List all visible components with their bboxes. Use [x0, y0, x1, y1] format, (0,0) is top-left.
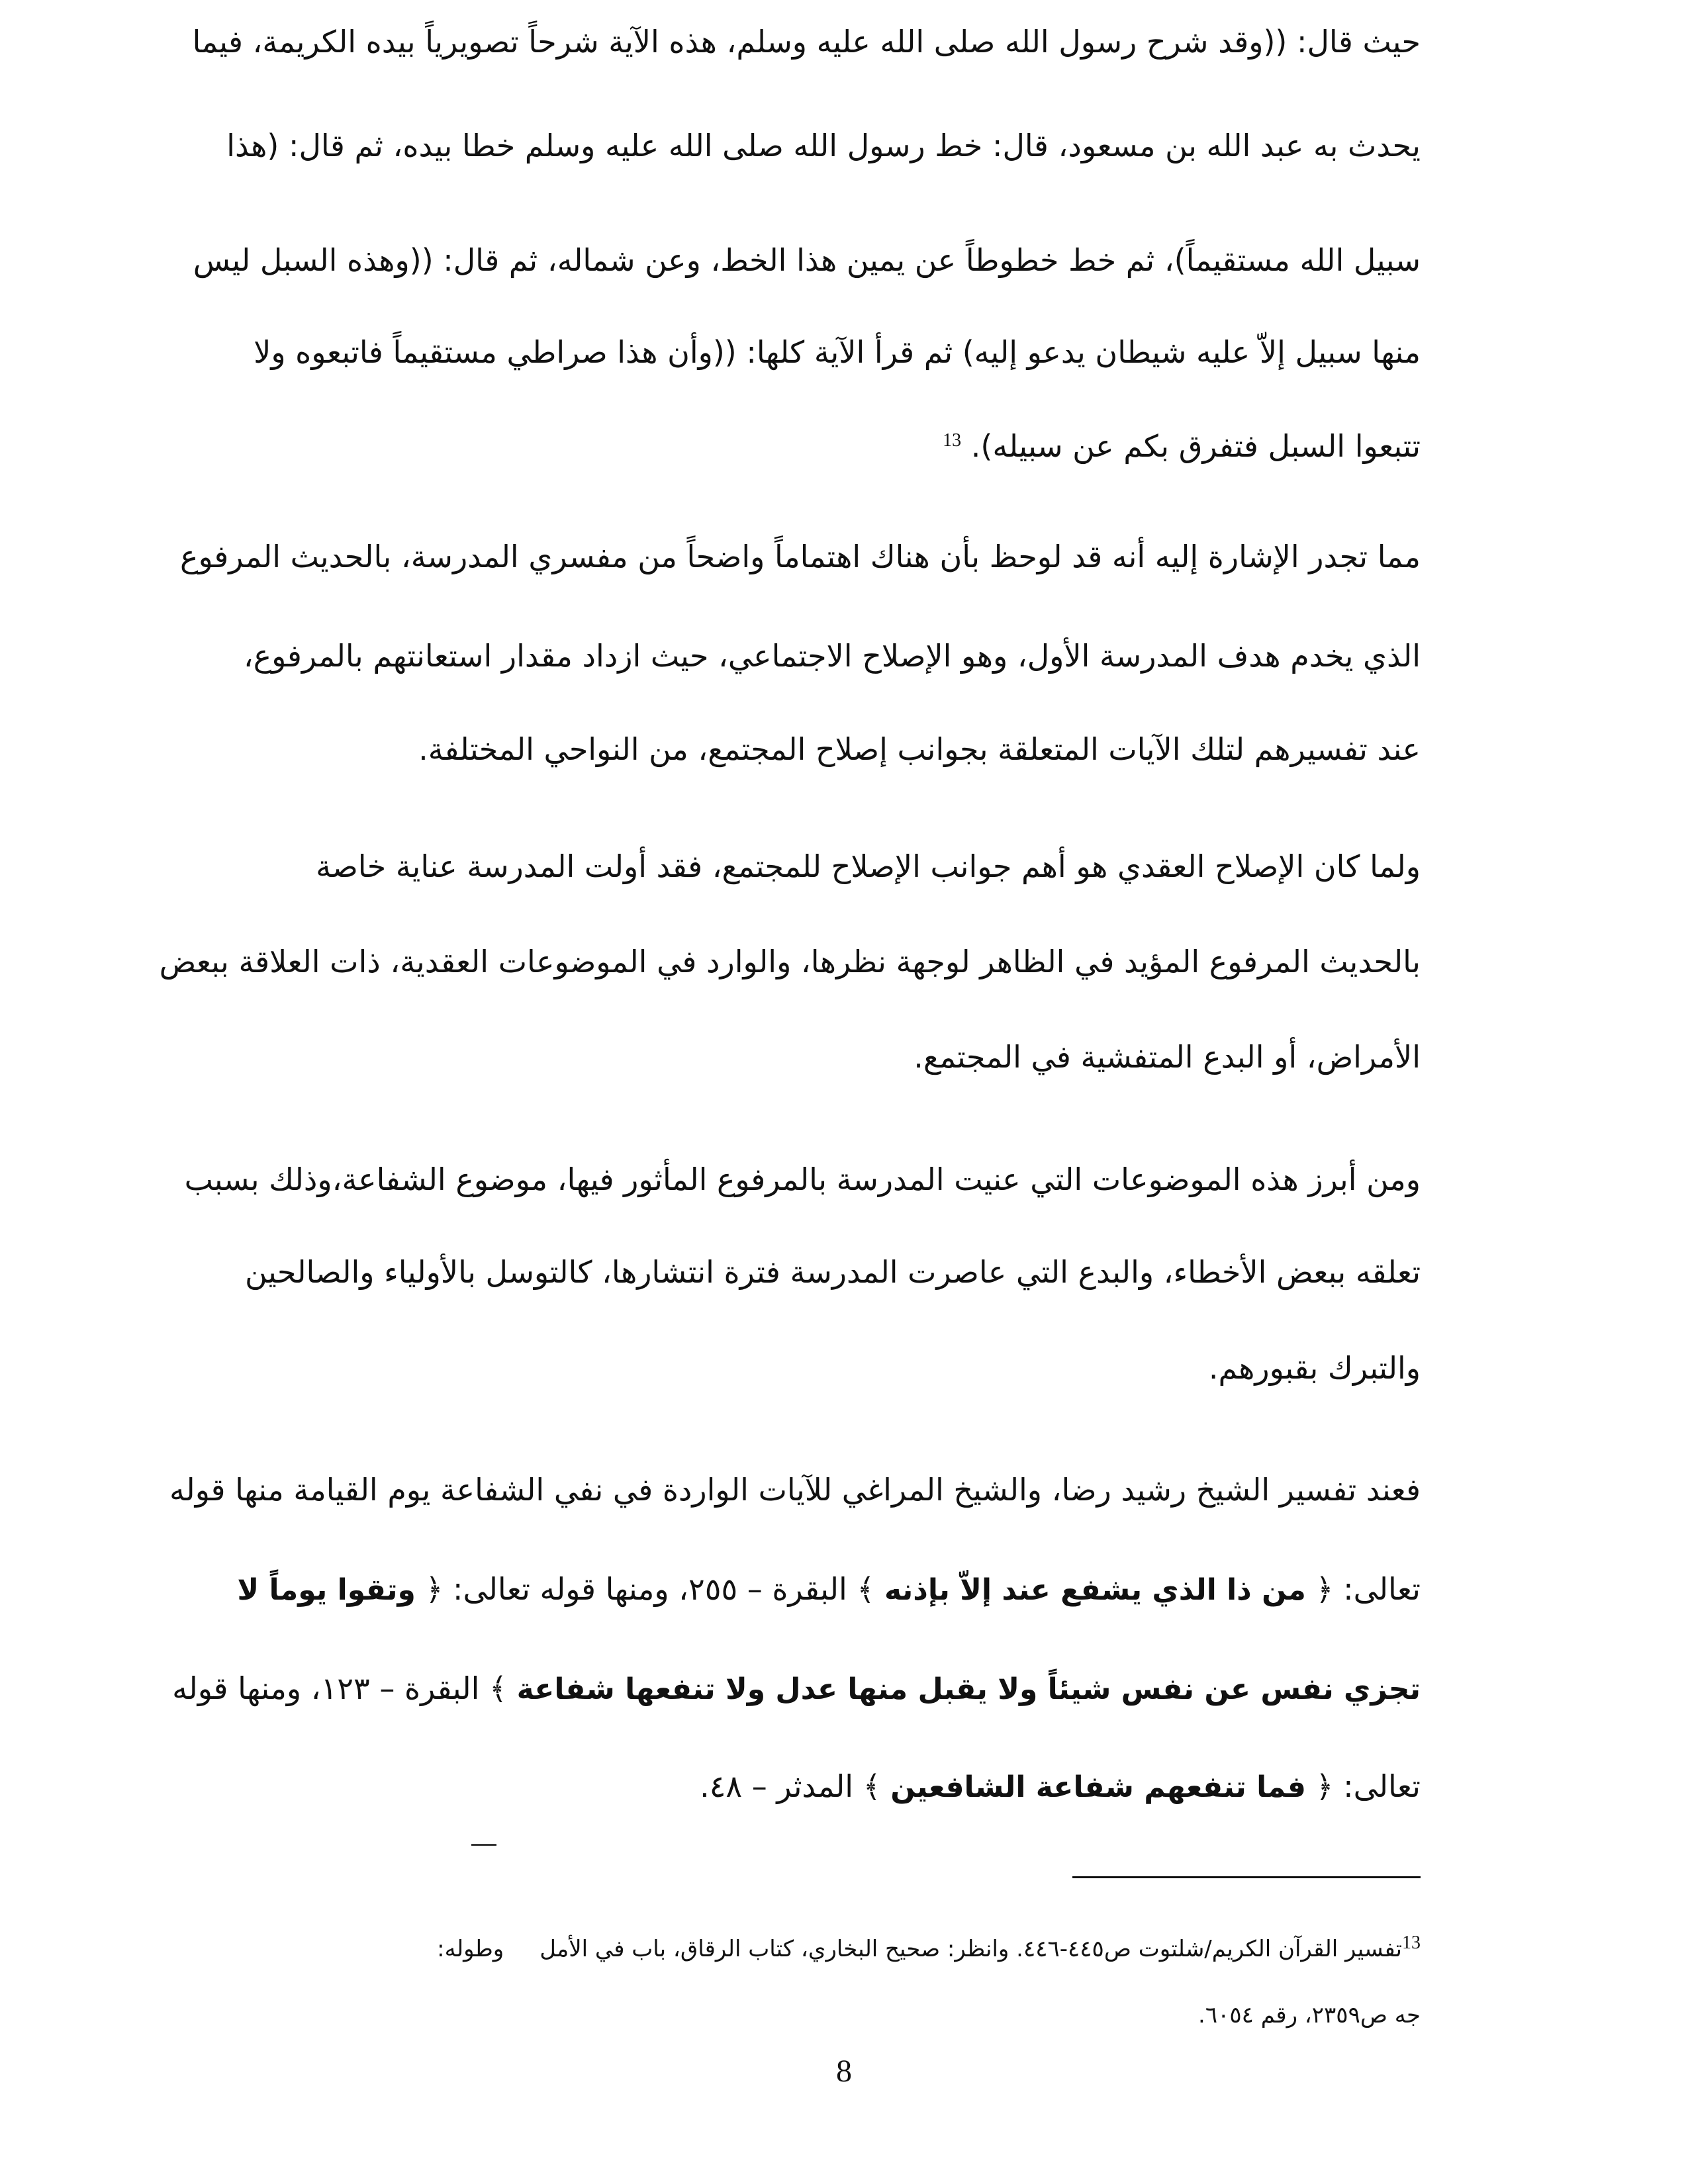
body-text: ولما كان الإصلاح العقدي هو أهم جوانب الإصلاح للمجتمع، فقد أولت المدرسة عناية خاصة: [316, 848, 1421, 884]
body-text: ﴾ البقرة – ١٢٣، ومنها قوله: [172, 1670, 507, 1706]
paragraph-4-line: [184, 1156, 1421, 1203]
paragraph-5-line: [285, 1763, 1421, 1809]
body-text: ومن أبرز هذه الموضوعات التي عنيت المدرسة بالمرفوع المأثور فيها، موضوع الشفاعة،وذلك بسبب: [184, 1161, 1421, 1197]
scan-mark: [471, 1844, 496, 1846]
paragraph-4-line: [244, 1249, 1421, 1295]
paragraph-2-line: [243, 633, 1421, 679]
body-text: فعند تفسير الشيخ رشيد رضا، والشيخ المراغي للآيات الواردة في نفي الشفاعة يوم القيامة منها قوله: [169, 1472, 1421, 1508]
quran-verse-text: فما تنفعهم شفاعة الشافعين: [890, 1770, 1306, 1804]
body-text: عند تفسيرهم لتلك الآيات المتعلقة بجوانب إصلاح المجتمع، من النواحي المختلفة.: [418, 731, 1421, 767]
paragraph-5-line: [237, 1566, 1421, 1612]
paragraph-3-line: [159, 938, 1421, 985]
footnote-number: 13: [1402, 1932, 1421, 1953]
footnote-text: تفسير القرآن الكريم/شلتوت ص٤٤٥-٤٤٦. وانظر: صحيح البخاري، كتاب الرقاق، باب في الأمل وطوله:: [437, 1936, 1402, 1962]
body-text: تعالى: ﴿: [1315, 1571, 1421, 1607]
footnote-reference: 13: [943, 430, 962, 451]
paragraph-2-line: [285, 726, 1421, 772]
footnote-line-2: [285, 1995, 1421, 2035]
body-text: تعلقه ببعض الأخطاء، والبدع التي عاصرت المدرسة فترة انتشارها، كالتوسل بالأولياء والصالحين: [244, 1254, 1421, 1290]
paragraph-5-line: [169, 1467, 1421, 1513]
footnote-line-1: [285, 1929, 1421, 1969]
body-text: والتبرك بقبورهم.: [1208, 1350, 1421, 1386]
paragraph-1-line: [192, 19, 1421, 65]
body-text: تعالى: ﴿: [1315, 1768, 1421, 1804]
body-text: مما تجدر الإشارة إليه أنه قد لوحظ بأن هناك اهتماماً واضحاً من مفسري المدرسة، بالحديث المرفوع: [180, 539, 1421, 574]
body-text: بالحديث المرفوع المؤيد في الظاهر لوجهة نظرها، والوارد في الموضوعات العقدية، ذات العلاقة ببعض: [159, 944, 1421, 979]
footnote-text: جه ص٢٣٥٩، رقم ٦٠٥٤.: [1198, 2002, 1421, 2028]
paragraph-3-line: [285, 843, 1421, 889]
body-text: الأمراض، أو البدع المتفشية في المجتمع.: [914, 1039, 1421, 1075]
paragraph-1-line: [193, 237, 1421, 283]
paragraph-5-line: [172, 1665, 1421, 1711]
body-text: الذي يخدم هدف المدرسة الأول، وهو الإصلاح الاجتماعي، حيث ازداد مقدار استعانتهم بالمرفوع،: [243, 638, 1421, 674]
body-text: ﴾ البقرة – ٢٥٥، ومنها قوله تعالى: ﴿: [425, 1571, 875, 1607]
paragraph-1-line: [254, 329, 1421, 375]
body-text: تتبعوا السبل فتفرق بكم عن سبيله).: [970, 428, 1421, 464]
quran-verse-text: من ذا الذي يشفع عند إلاّ بإذنه: [884, 1573, 1306, 1607]
quran-verse-text: وتقوا يوماً لا: [237, 1573, 416, 1607]
paragraph-3-line: [285, 1034, 1421, 1080]
paragraph-2-line: [180, 533, 1421, 580]
page-number: 8: [836, 2054, 852, 2089]
body-text: حيث قال: ((وقد شرح رسول الله صلى الله عليه وسلم، هذه الآية شرحاً تصويرياً بيده الكريمة، فيما: [192, 24, 1421, 60]
body-text: يحدث به عبد الله بن مسعود، قال: خط رسول الله صلى الله عليه وسلم خطا بيده، ثم قال: (هذا: [226, 128, 1421, 163]
body-text: سبيل الله مستقيماً)، ثم خط خطوطاً عن يمين هذا الخط، وعن شماله، ثم قال: ((وهذه السبل ليس: [193, 242, 1421, 278]
footnote-separator: [1072, 1876, 1421, 1878]
paragraph-1-line: [285, 423, 1421, 469]
quran-verse-text: تجزي نفس عن نفس شيئاً ولا يقبل منها عدل ولا تنفعها شفاعة: [516, 1672, 1421, 1706]
paragraph-4-line: [285, 1345, 1421, 1391]
paragraph-1-line: [226, 122, 1421, 169]
body-text: ﴾ المدثر – ٤٨.: [700, 1768, 881, 1804]
body-text: منها سبيل إلاّ عليه شيطان يدعو إليه) ثم قرأ الآية كلها: ((وأن هذا صراطي مستقيماً فاتبعوه ولا: [254, 334, 1421, 370]
